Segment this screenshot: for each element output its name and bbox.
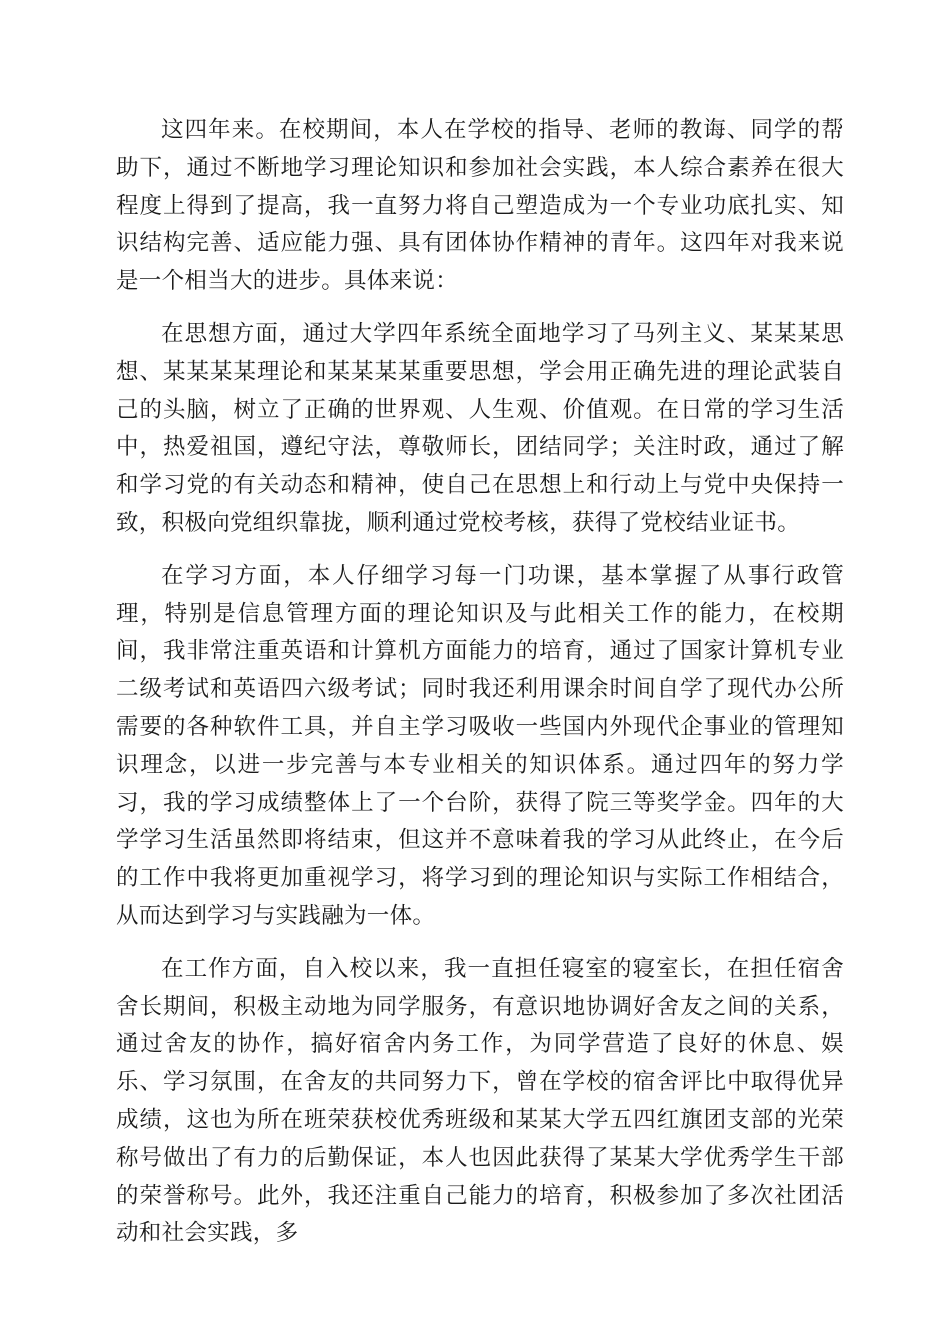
document-body xyxy=(116,112,844,1253)
paragraph-work: 在工作方面，自入校以来，我一直担任寝室的寝室长，在担任宿舍舍长期间，积极主动地为同学服务，有意识地协调好舍友之间的关系，通过舍友的协作，搞好宿舍内务工作，为同学营造了良好的休息、娱乐、学习氛围，在舍友的共同努力下，曾在学校的宿舍评比中取得优异成绩，这也为所在班荣获校优秀班级和某某大学五四红旗团支部的光荣称号做出了有力的后勤保证，本人也因此获得了某某大学优秀学生干部的荣誉称号。此外，我还注重自己能力的培育，积极参加了多次社团活动和社会实践，多 xyxy=(116,955,844,1247)
paragraph-intro: 这四年来。在校期间，本人在学校的指导、老师的教诲、同学的帮助下，通过不断地学习理论知识和参加社会实践，本人综合素养在很大程度上得到了提高，我一直努力将自己塑造成为一个专业功底扎实、知识结构完善、适应能力强、具有团体协作精神的青年。这四年对我来说是一个相当大的进步。具体来说： xyxy=(116,117,844,295)
paragraph-ideology: 在思想方面，通过大学四年系统全面地学习了马列主义、某某某思想、某某某某理论和某某某某重要思想，学会用正确先进的理论武装自己的头脑，树立了正确的世界观、人生观、价值观。在日常的学习生活中，热爱祖国，遵纪守法，尊敬师长，团结同学；关注时政，通过了解和学习党的有关动态和精神，使自己在思想上和行动上与党中央保持一致，积极向党组织靠拢，顺利通过党校考核，获得了党校结业证书。 xyxy=(116,320,844,536)
paragraph-study: 在学习方面，本人仔细学习每一门功课，基本掌握了从事行政管理，特别是信息管理方面的理论知识及与此相关工作的能力，在校期间，我非常注重英语和计算机方面能力的培育，通过了国家计算机专业二级考试和英语四六级考试；同时我还利用课余时间自学了现代办公所需要的各种软件工具，并自主学习吸收一些国内外现代企事业的管理知识理念，以进一步完善与本专业相关的知识体系。通过四年的努力学习，我的学习成绩整体上了一个台阶，获得了院三等奖学金。四年的大学学习生活虽然即将结束，但这并不意味着我的学习从此终止，在今后的工作中我将更加重视学习，将学习到的理论知识与实际工作相结合，从而达到学习与实践融为一体。 xyxy=(116,562,844,929)
